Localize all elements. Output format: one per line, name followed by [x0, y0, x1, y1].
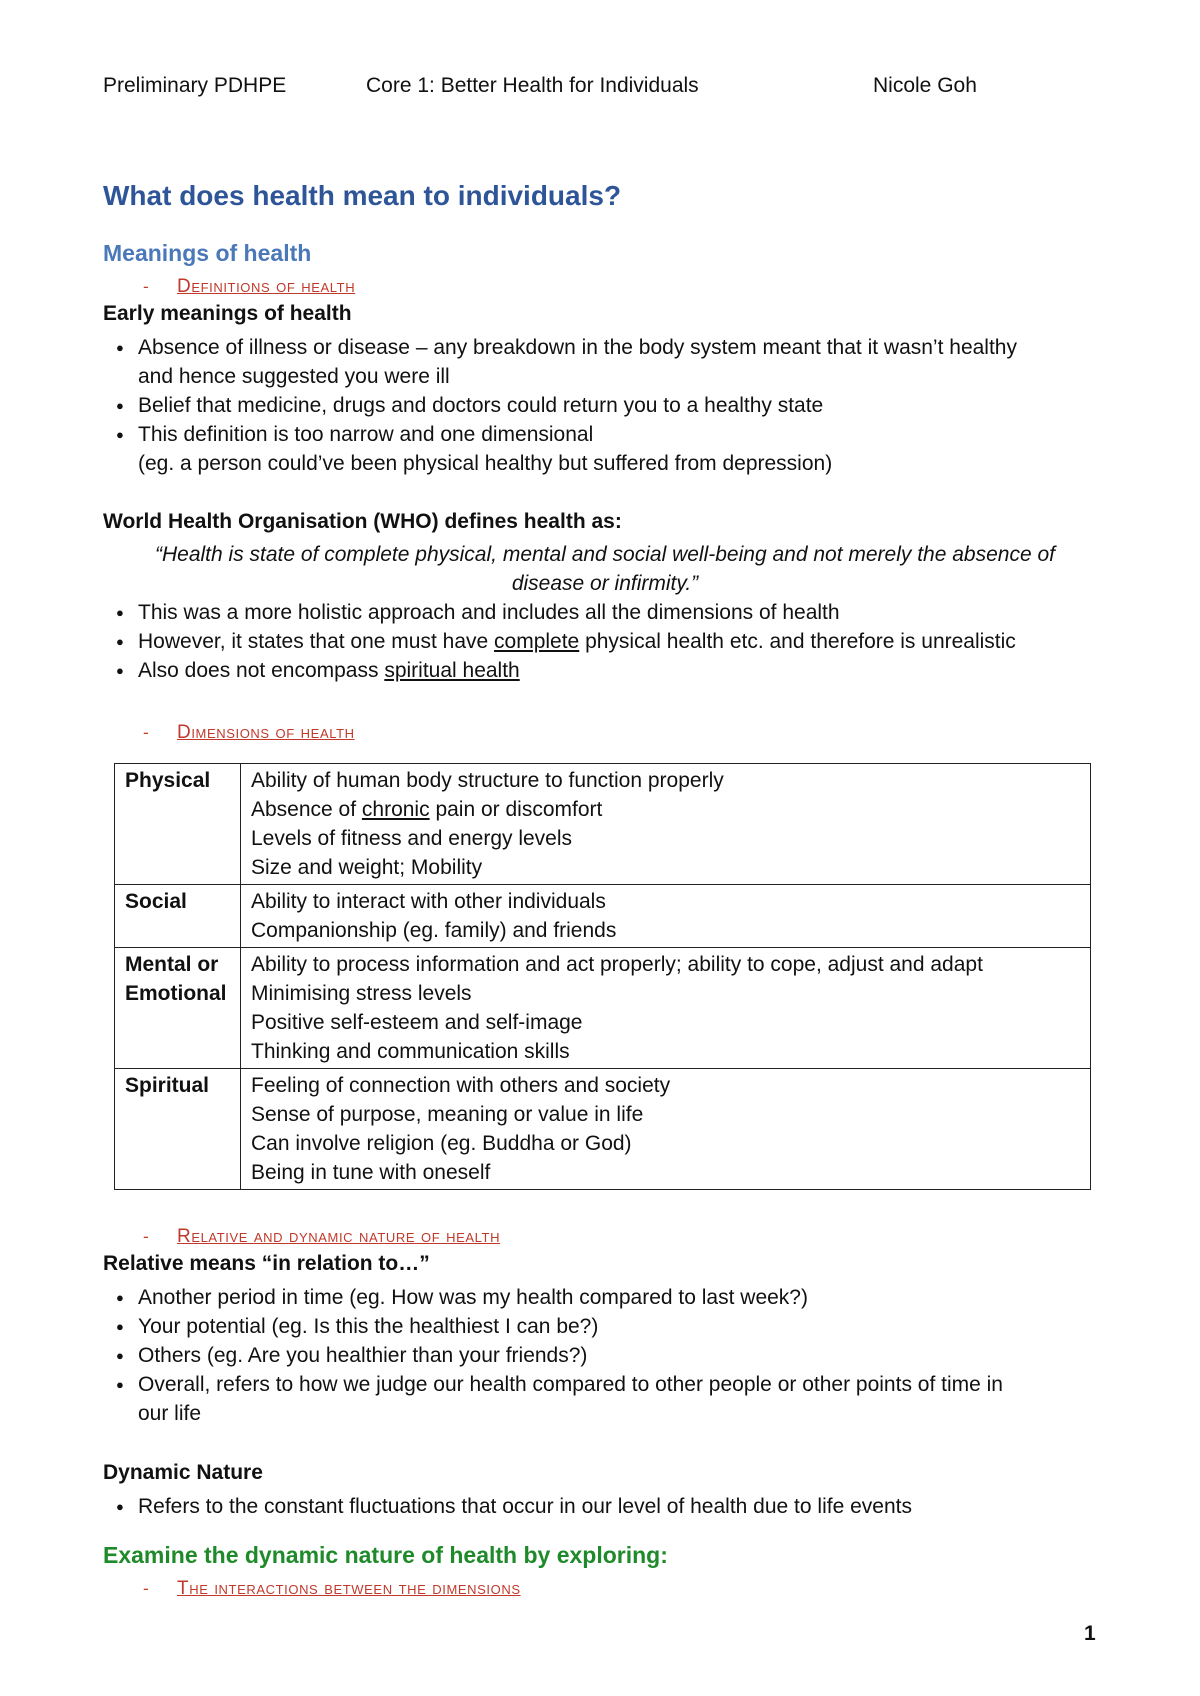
dimension-label: Spiritual: [115, 1069, 241, 1190]
line: Positive self-esteem and self-image: [251, 1011, 583, 1034]
list-item: ● Belief that medicine, drugs and doctors could return you to a healthy state: [116, 391, 1096, 420]
underlined-word: spiritual health: [384, 659, 520, 682]
dimensions-subheading: - Dimensions of health: [143, 722, 355, 743]
list-item: [116, 627, 1096, 656]
list-item: ● Others (eg. Are you healthier than your friends?): [116, 1341, 1096, 1370]
list-item: ● Another period in time (eg. How was my health compared to last week?): [116, 1283, 1096, 1312]
underlined-word: chronic: [361, 798, 430, 821]
text: physical health etc. and therefore is unrealistic: [579, 630, 1016, 653]
dimension-description: [241, 1069, 1091, 1190]
line: Ability to process information and act properly; ability to cope, adjust and adapt: [251, 953, 983, 976]
who-list: [116, 598, 1096, 685]
text: Also does not encompass: [138, 659, 385, 682]
list-item: [116, 656, 1096, 685]
line: [251, 795, 1080, 824]
label-line: Mental or: [125, 953, 219, 976]
text: Absence of: [251, 798, 362, 821]
text: pain or discomfort: [429, 798, 603, 821]
table-row: [115, 1069, 1091, 1190]
page-number: 1: [1084, 1622, 1096, 1645]
examine-heading: Examine the dynamic nature of health by exploring:: [103, 1542, 668, 1568]
relative-heading: Relative means “in relation to…”: [103, 1252, 430, 1275]
interactions-subheading: - The interactions between the dimensions: [143, 1578, 521, 1599]
interactions-subheading-text: The interactions between the dimensions: [177, 1578, 521, 1599]
list-item-continuation: [116, 362, 1096, 391]
list-item: ● Refers to the constant fluctuations that occur in our level of health due to life events: [116, 1492, 1096, 1521]
dimensions-table: [114, 763, 1091, 1190]
who-quote-line2: disease or infirmity.”: [511, 572, 699, 595]
line: Companionship (eg. family) and friends: [251, 919, 617, 942]
line: Thinking and communication skills: [251, 1040, 570, 1063]
dynamic-heading: Dynamic Nature: [103, 1461, 263, 1484]
list-item: ● This was a more holistic approach and includes all the dimensions of health: [116, 598, 1096, 627]
underlined-word: complete: [494, 630, 580, 653]
relative-continuation: our life: [138, 1402, 202, 1425]
dimension-label: Social: [115, 885, 241, 948]
dimension-description: [241, 948, 1091, 1069]
header-right: Nicole Goh: [873, 74, 977, 97]
line: Can involve religion (eg. Buddha or God): [251, 1132, 632, 1155]
list-item: ● Absence of illness or disease – any breakdown in the body system meant that it wasn’t healthy: [116, 333, 1096, 362]
list-item: ● Overall, refers to how we judge our health compared to other people or other points of time in: [116, 1370, 1096, 1399]
label-line: Emotional: [125, 982, 227, 1005]
table-row: [115, 948, 1091, 1069]
line: Minimising stress levels: [251, 982, 472, 1005]
line: Feeling of connection with others and society: [251, 1074, 671, 1097]
table-row: [115, 764, 1091, 885]
relative-list: [116, 1283, 1096, 1399]
relative-subheading: - Relative and dynamic nature of health: [143, 1226, 501, 1247]
definitions-subheading: - Definitions of health: [143, 276, 356, 297]
dimension-description: [241, 764, 1091, 885]
early-meanings-list: [116, 333, 1096, 449]
continuation-text: and hence suggested you were ill: [138, 365, 450, 388]
who-heading: World Health Organisation (WHO) defines health as:: [103, 510, 622, 533]
dimension-description: [241, 885, 1091, 948]
dimensions-subheading-text: Dimensions of health: [177, 722, 355, 743]
list-item: ● This definition is too narrow and one dimensional: [116, 420, 1096, 449]
relative-subheading-text: Relative and dynamic nature of health: [177, 1226, 501, 1247]
text: However, it states that one must have: [138, 630, 495, 653]
dimension-label: Physical: [115, 764, 241, 885]
page-title: What does health mean to individuals?: [103, 180, 622, 211]
line: Ability of human body structure to function properly: [251, 769, 724, 792]
who-quote-line1: “Health is state of complete physical, mental and social well-being and not merely the absence of: [155, 543, 1055, 566]
table-row: [115, 885, 1091, 948]
line: Size and weight; Mobility: [251, 856, 483, 879]
meanings-heading: Meanings of health: [103, 240, 312, 266]
definitions-subheading-text: Definitions of health: [177, 276, 356, 297]
dimension-label: [115, 948, 241, 1069]
line: Levels of fitness and energy levels: [251, 827, 573, 850]
early-meanings-heading: Early meanings of health: [103, 302, 352, 325]
line: Sense of purpose, meaning or value in life: [251, 1103, 644, 1126]
line: Being in tune with oneself: [251, 1161, 491, 1184]
dynamic-list: [116, 1492, 1096, 1521]
list-item: ● Your potential (eg. Is this the healthiest I can be?): [116, 1312, 1096, 1341]
early-note: (eg. a person could’ve been physical healthy but suffered from depression): [138, 452, 833, 475]
header-left: Preliminary PDHPE: [103, 74, 287, 97]
header-center: Core 1: Better Health for Individuals: [366, 74, 699, 97]
line: Ability to interact with other individuals: [251, 890, 606, 913]
